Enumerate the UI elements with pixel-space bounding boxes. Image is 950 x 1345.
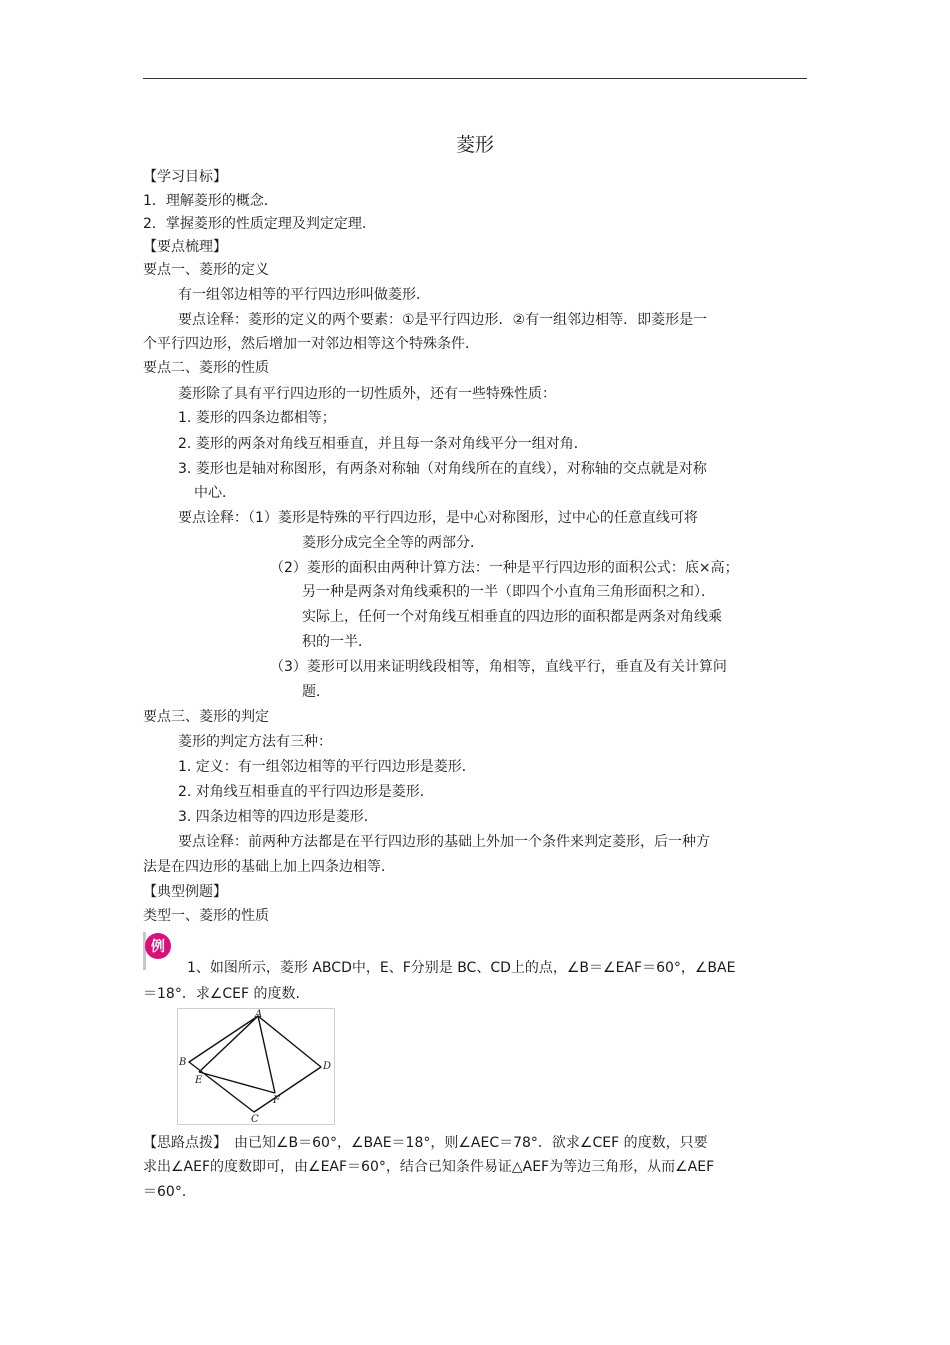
section-heading-points: 【要点梳理】 <box>143 239 227 255</box>
list-item: 3. 菱形也是轴对称图形，有两条对称轴（对角线所在的直线），对称轴的交点就是对称 <box>178 461 707 477</box>
paragraph: 实际上，任何一个对角线互相垂直的四边形的面积都是两条对角线乘 <box>302 609 722 625</box>
hint-paragraph: 求出∠AEF的度数即可，由∠EAF＝60°，结合已知条件易证△AEF为等边三角形，从而∠AEF <box>143 1159 715 1175</box>
paragraph: 菱形除了具有平行四边形的一切性质外，还有一些特殊性质： <box>178 386 556 402</box>
point-heading: 要点二、菱形的性质 <box>143 360 269 376</box>
point-heading: 要点三、菱形的判定 <box>143 709 269 725</box>
paragraph: 要点诠释：菱形的定义的两个要素：①是平行四边形．②有一组邻边相等．即菱形是一 <box>178 312 708 328</box>
example-icon <box>143 932 173 970</box>
goal-item: 2．掌握菱形的性质定理及判定定理. <box>143 216 367 232</box>
list-item: 3. 四条边相等的四边形是菱形． <box>178 809 378 825</box>
header-rule <box>143 78 807 79</box>
hint-paragraph: ＝60°． <box>143 1184 196 1200</box>
rhombus-figure <box>177 1008 335 1125</box>
label-e: E <box>195 1075 203 1086</box>
list-item: 1. 菱形的四条边都相等； <box>178 410 336 426</box>
paragraph: 要点诠释：（1）菱形是特殊的平行四边形，是中心对称图形，过中心的任意直线可将 <box>178 510 698 526</box>
paragraph: 有一组邻边相等的平行四边形叫做菱形． <box>178 287 430 303</box>
paragraph: 积的一半． <box>302 634 372 650</box>
label-a: A <box>255 1009 263 1020</box>
label-c: C <box>251 1114 259 1124</box>
paragraph: 菱形分成完全全等的两部分． <box>302 535 484 551</box>
paragraph: 要点诠释：前两种方法都是在平行四边形的基础上外加一个条件来判定菱形，后一种方 <box>178 834 710 850</box>
label-f: F <box>273 1095 280 1106</box>
point-heading: 要点一、菱形的定义 <box>143 262 269 278</box>
goal-item: 1．理解菱形的概念． <box>143 193 278 209</box>
paragraph: 个平行四边形，然后增加一对邻边相等这个特殊条件． <box>143 336 479 352</box>
page-title: 菱形 <box>455 134 494 156</box>
example-icon-label: 例 <box>151 939 165 955</box>
paragraph: 另一种是两条对角线乘积的一半（即四个小直角三角形面积之和）． <box>302 584 715 600</box>
section-heading-goals: 【学习目标】 <box>143 169 227 185</box>
list-item: 2. 菱形的两条对角线互相垂直，并且每一条对角线平分一组对角． <box>178 436 588 452</box>
paragraph: （2）菱形的面积由两种计算方法：一种是平行四边形的面积公式：底×高； <box>270 560 739 576</box>
list-item-continued: 中心． <box>194 485 236 501</box>
segment-ae <box>199 1016 258 1072</box>
section-heading-examples: 【典型例题】 <box>143 884 227 900</box>
hint-paragraph: 【思路点拨】 由已知∠B＝60°，∠BAE＝18°，则∠AEC＝78°．欲求∠CEF 的度数，只要 <box>143 1135 708 1151</box>
rhombus-abcd <box>189 1016 321 1112</box>
paragraph: 题． <box>302 684 330 700</box>
paragraph: （3）菱形可以用来证明线段相等，角相等，直线平行，垂直及有关计算问 <box>270 659 727 675</box>
label-d: D <box>323 1061 332 1072</box>
label-b: B <box>179 1057 187 1068</box>
example-problem: ＝18°．求∠CEF 的度数. <box>143 986 300 1002</box>
list-item: 2. 对角线互相垂直的平行四边形是菱形． <box>178 784 434 800</box>
example-problem: 1、如图所示，菱形 ABCD中，E、F分别是 BC、CD上的点，∠B＝∠EAF＝60°，∠BAE <box>187 960 736 976</box>
list-item: 1. 定义：有一组邻边相等的平行四边形是菱形． <box>178 759 476 775</box>
paragraph: 菱形的判定方法有三种： <box>178 734 332 750</box>
segment-ef <box>199 1072 275 1093</box>
type-heading: 类型一、菱形的性质 <box>143 908 269 924</box>
paragraph: 法是在四边形的基础上加上四条边相等． <box>143 859 395 875</box>
